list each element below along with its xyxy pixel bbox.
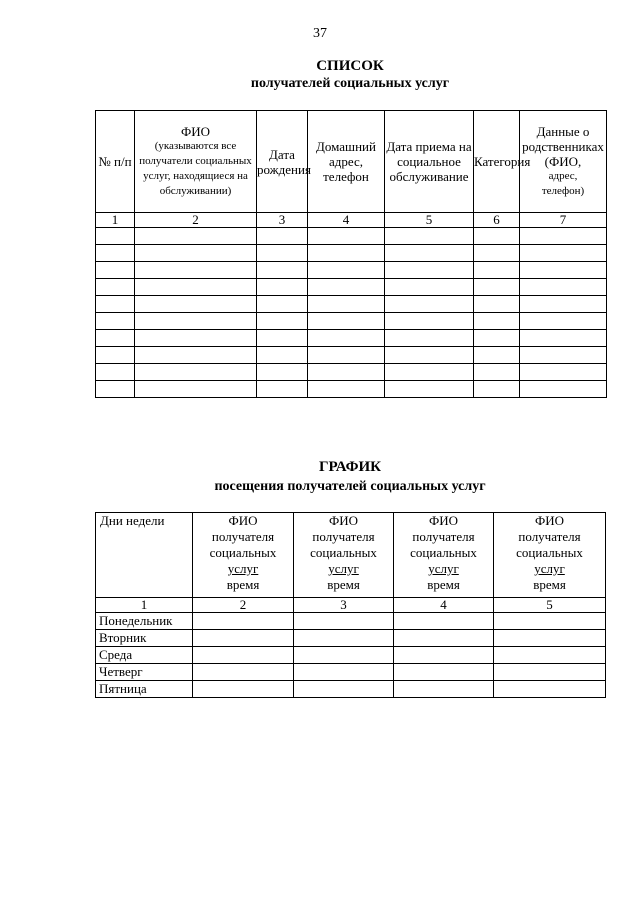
table-row [96, 364, 607, 381]
column-header-address: Домашний адрес, телефон [308, 111, 385, 213]
table-header-row [96, 111, 607, 213]
column-header-fio-note: (указываются все получатели социальных услуг, находящиеся на обслуживании) [139, 140, 252, 197]
table-row [96, 613, 606, 630]
day-friday: Пятница [96, 681, 193, 698]
column-numbers-row: 1 2 3 4 5 6 7 [96, 213, 607, 228]
day-monday: Понедельник [96, 613, 193, 630]
column-header-fio: ФИО (указываются все получатели социальных услуг, находящиеся на обслуживании) [135, 111, 257, 213]
table-row [96, 279, 607, 296]
column-header-category: Категория [474, 111, 520, 213]
schedule-header-row [96, 513, 606, 598]
column-header-days: Дни недели [96, 513, 193, 598]
day-thursday: Четверг [96, 664, 193, 681]
schedule-subtitle: посещения получателей социальных услуг [214, 479, 486, 494]
column-header-number: № п/п [96, 111, 135, 213]
column-header-recipient: ФИО получателя социальных услуг время [394, 513, 494, 598]
day-wednesday: Среда [96, 647, 193, 664]
table-row [96, 330, 607, 347]
list-title: СПИСОК [316, 58, 384, 74]
table-row [96, 228, 607, 245]
list-subtitle: получателей социальных услуг [250, 76, 450, 91]
column-header-birth-date: Дата рождения [257, 111, 308, 213]
recipients-table [95, 110, 607, 398]
table-row [96, 296, 607, 313]
column-header-recipient: ФИО получателя социальных услуг время [193, 513, 294, 598]
table-row [96, 630, 606, 647]
column-header-relatives: Данные о родственниках (ФИО, адрес, телефон) [520, 111, 607, 213]
table-row [96, 381, 607, 398]
column-header-admission-date: Дата приема на социальное обслуживание [385, 111, 474, 213]
table-row [96, 681, 606, 698]
table-row [96, 347, 607, 364]
table-row [96, 313, 607, 330]
table-row [96, 647, 606, 664]
table-row [96, 664, 606, 681]
column-header-recipient: ФИО получателя социальных услуг время [494, 513, 606, 598]
day-tuesday: Вторник [96, 630, 193, 647]
schedule-numbers-row: 1 2 3 4 5 [96, 598, 606, 613]
page-number: 37 [313, 26, 327, 41]
column-header-recipient: ФИО получателя социальных услуг время [294, 513, 394, 598]
table-row [96, 245, 607, 262]
schedule-table [95, 512, 606, 698]
table-row [96, 262, 607, 279]
schedule-title: ГРАФИК [318, 459, 382, 475]
